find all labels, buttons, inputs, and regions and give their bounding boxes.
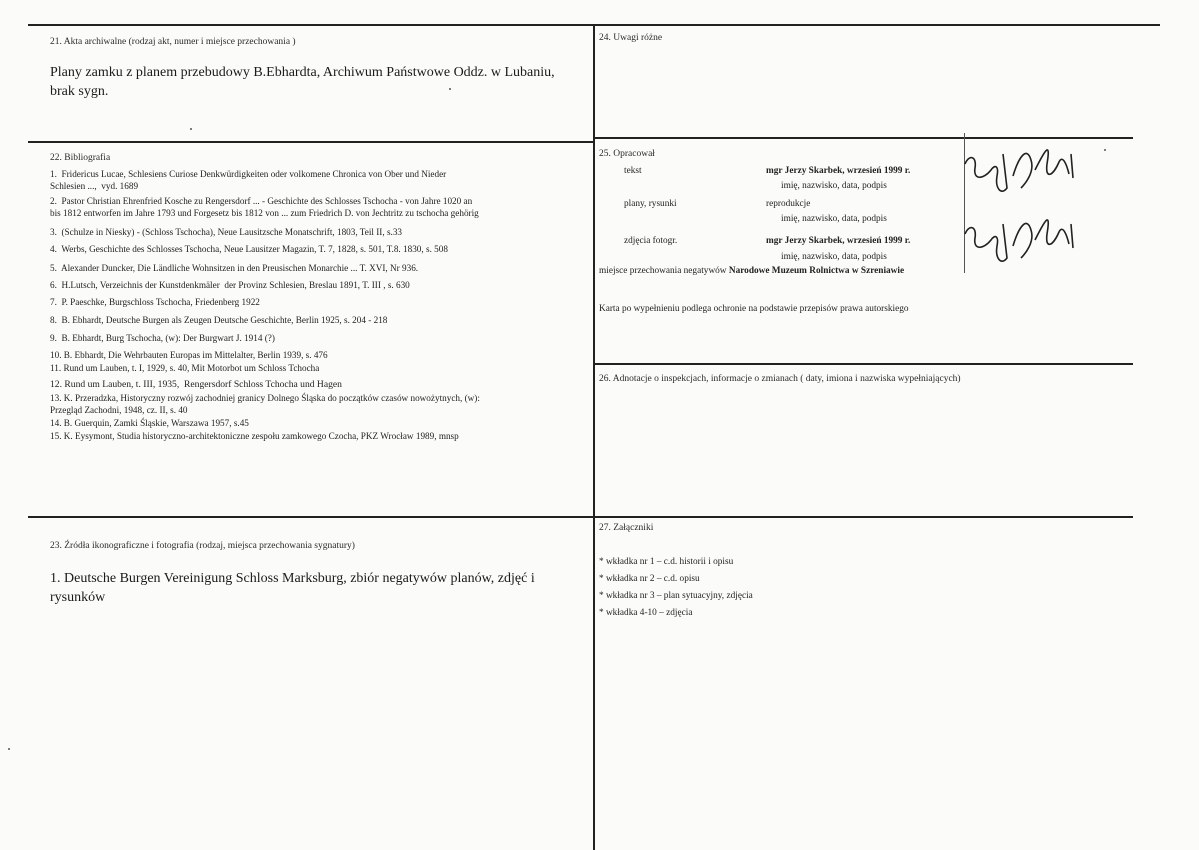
section-22-label: 22. Bibliografia <box>50 153 111 163</box>
section-27-label: 27. Załączniki <box>599 523 654 533</box>
handwritten-signature <box>955 136 1095 206</box>
bibliography-item: 15. K. Eysymont, Studia historyczno-architektoniczne zespołu zamkowego Czocha, PKZ Wrocław 1989, mnsp <box>50 431 459 441</box>
caption-name-date-signature: imię, nazwisko, data, podpis <box>781 214 887 224</box>
section-26-label: 26. Adnotacje o inspekcjach, informacje o zmianach ( daty, imiona i nazwiska wypełniających) <box>599 374 961 384</box>
tekst-label: tekst <box>624 166 642 176</box>
handwritten-signature <box>955 206 1095 276</box>
section-21-text: Plany zamku z planem przebudowy B.Ebhardta, Archiwum Państwowe Oddz. w Lubaniu, brak sygn. <box>50 65 555 99</box>
bibliography-item: 13. K. Przeradzka, Historyczny rozwój zachodniej granicy Dolnego Śląska do początków czasów nowożytnych, (w): Przegląd Zachodni, 1948, cz. II, s. 40 <box>50 393 480 415</box>
bibliography-item: 3. (Schulze in Niesky) - (Schloss Tschocha), Neue Lausitzsche Monatschrift, 1803, Teil II, s.33 <box>50 227 403 237</box>
zdjecia-author: mgr Jerzy Skarbek, wrzesień 1999 r. <box>766 236 911 246</box>
attachment-item: * wkładka nr 2 – c.d. opisu <box>599 574 700 584</box>
bibliography-item: 8. B. Ebhardt, Deutsche Burgen als Zeugen Deutsche Geschichte, Berlin 1925, s. 204 - 218 <box>50 315 388 325</box>
plany-value: reprodukcje <box>766 199 811 209</box>
bibliography-item: 7. P. Paeschke, Burgschloss Tschocha, Friedenberg 1922 <box>50 297 260 307</box>
bibliography-item: 5. Alexander Duncker, Die Ländliche Wohnsitzen in den Preusischen Monarchie ... T. XVI, Nr 936. <box>50 263 419 273</box>
attachment-item: * wkładka nr 1 – c.d. historii i opisu <box>599 557 734 567</box>
copyright-notice: Karta po wypełnieniu podlega ochronie na podstawie przepisów prawa autorskiego <box>599 304 909 314</box>
divider-22-23 <box>28 516 593 518</box>
divider-25-26 <box>593 363 1133 365</box>
section-23-text: 1. Deutsche Burgen Vereinigung Schloss Marksburg, zbiór negatywów planów, zdjęć i rysunków <box>50 571 535 605</box>
scan-speck <box>1104 149 1106 151</box>
column-divider <box>593 24 595 850</box>
caption-name-date-signature: imię, nazwisko, data, podpis <box>781 252 887 262</box>
negatives-location-value: Narodowe Muzeum Rolnictwa w Szreniawie <box>728 266 905 276</box>
bibliography-item: 10. B. Ebhardt, Die Wehrbauten Europas im Mittelalter, Berlin 1939, s. 476 <box>50 350 328 360</box>
scan-speck <box>449 88 451 90</box>
negatives-location-label: miejsce przechowania negatywów <box>599 266 727 276</box>
bibliography-item: 4. Werbs, Geschichte des Schlosses Tschocha, Neue Lausitzer Magazin, T. 7, 1828, s. 501, T.8. 1830, s. 508 <box>50 244 448 254</box>
bibliography-item: 9. B. Ebhardt, Burg Tschocha, (w): Der Burgwart J. 1914 (?) <box>50 333 275 343</box>
plany-label: plany, rysunki <box>624 199 677 209</box>
section-21-label: 21. Akta archiwalne (rodzaj akt, numer i miejsce przechowania ) <box>50 37 296 47</box>
divider-26-27 <box>593 516 1133 518</box>
section-24-label: 24. Uwagi różne <box>599 33 663 43</box>
section-25-label: 25. Opracował <box>599 149 655 159</box>
divider-21-22 <box>28 141 593 143</box>
tekst-author: mgr Jerzy Skarbek, wrzesień 1999 r. <box>766 166 911 176</box>
attachment-item: * wkładka 4-10 – zdjęcia <box>599 608 693 618</box>
attachment-item: * wkładka nr 3 – plan sytuacyjny, zdjęcia <box>599 591 753 601</box>
bibliography-item: 12. Rund um Lauben, t. III, 1935, Rengersdorf Schloss Tchocha und Hagen <box>50 379 342 390</box>
zdjecia-label: zdjęcia fotogr. <box>624 236 678 246</box>
scan-speck <box>8 748 10 750</box>
bibliography-item: 14. B. Guerquin, Zamki Śląskie, Warszawa 1957, s.45 <box>50 418 249 428</box>
scan-speck <box>190 128 192 130</box>
section-23-label: 23. Źródła ikonograficzne i fotografia (rodzaj, miejsca przechowania sygnatury) <box>50 541 355 551</box>
bibliography-item: 1. Fridericus Lucae, Schlesiens Curiose Denkwürdigkeiten oder volkomene Chronica von Ober und Nieder Schlesien ..., vyd. 1689 <box>50 169 447 191</box>
bibliography-item: 11. Rund um Lauben, t. I, 1929, s. 40, Mit Motorbot um Schloss Tchocha <box>50 363 320 373</box>
bibliography-item: 6. H.Lutsch, Verzeichnis der Kunstdenkmäler der Provinz Schlesien, Breslau 1891, T. III , s. 630 <box>50 280 410 290</box>
caption-name-date-signature: imię, nazwisko, data, podpis <box>781 181 887 191</box>
bibliography-item: 2. Pastor Christian Ehrenfried Kosche zu Rengersdorf ... - Geschichte des Schlosses Tschocha - von Jahre 1020 an bis 1812 entworfen im Jahre 1793 und Forgesetz bis 1812 von ... zum Friedrich D. von Jechtritz zu tschocha gehörig <box>50 196 479 218</box>
negatives-location <box>599 266 904 276</box>
